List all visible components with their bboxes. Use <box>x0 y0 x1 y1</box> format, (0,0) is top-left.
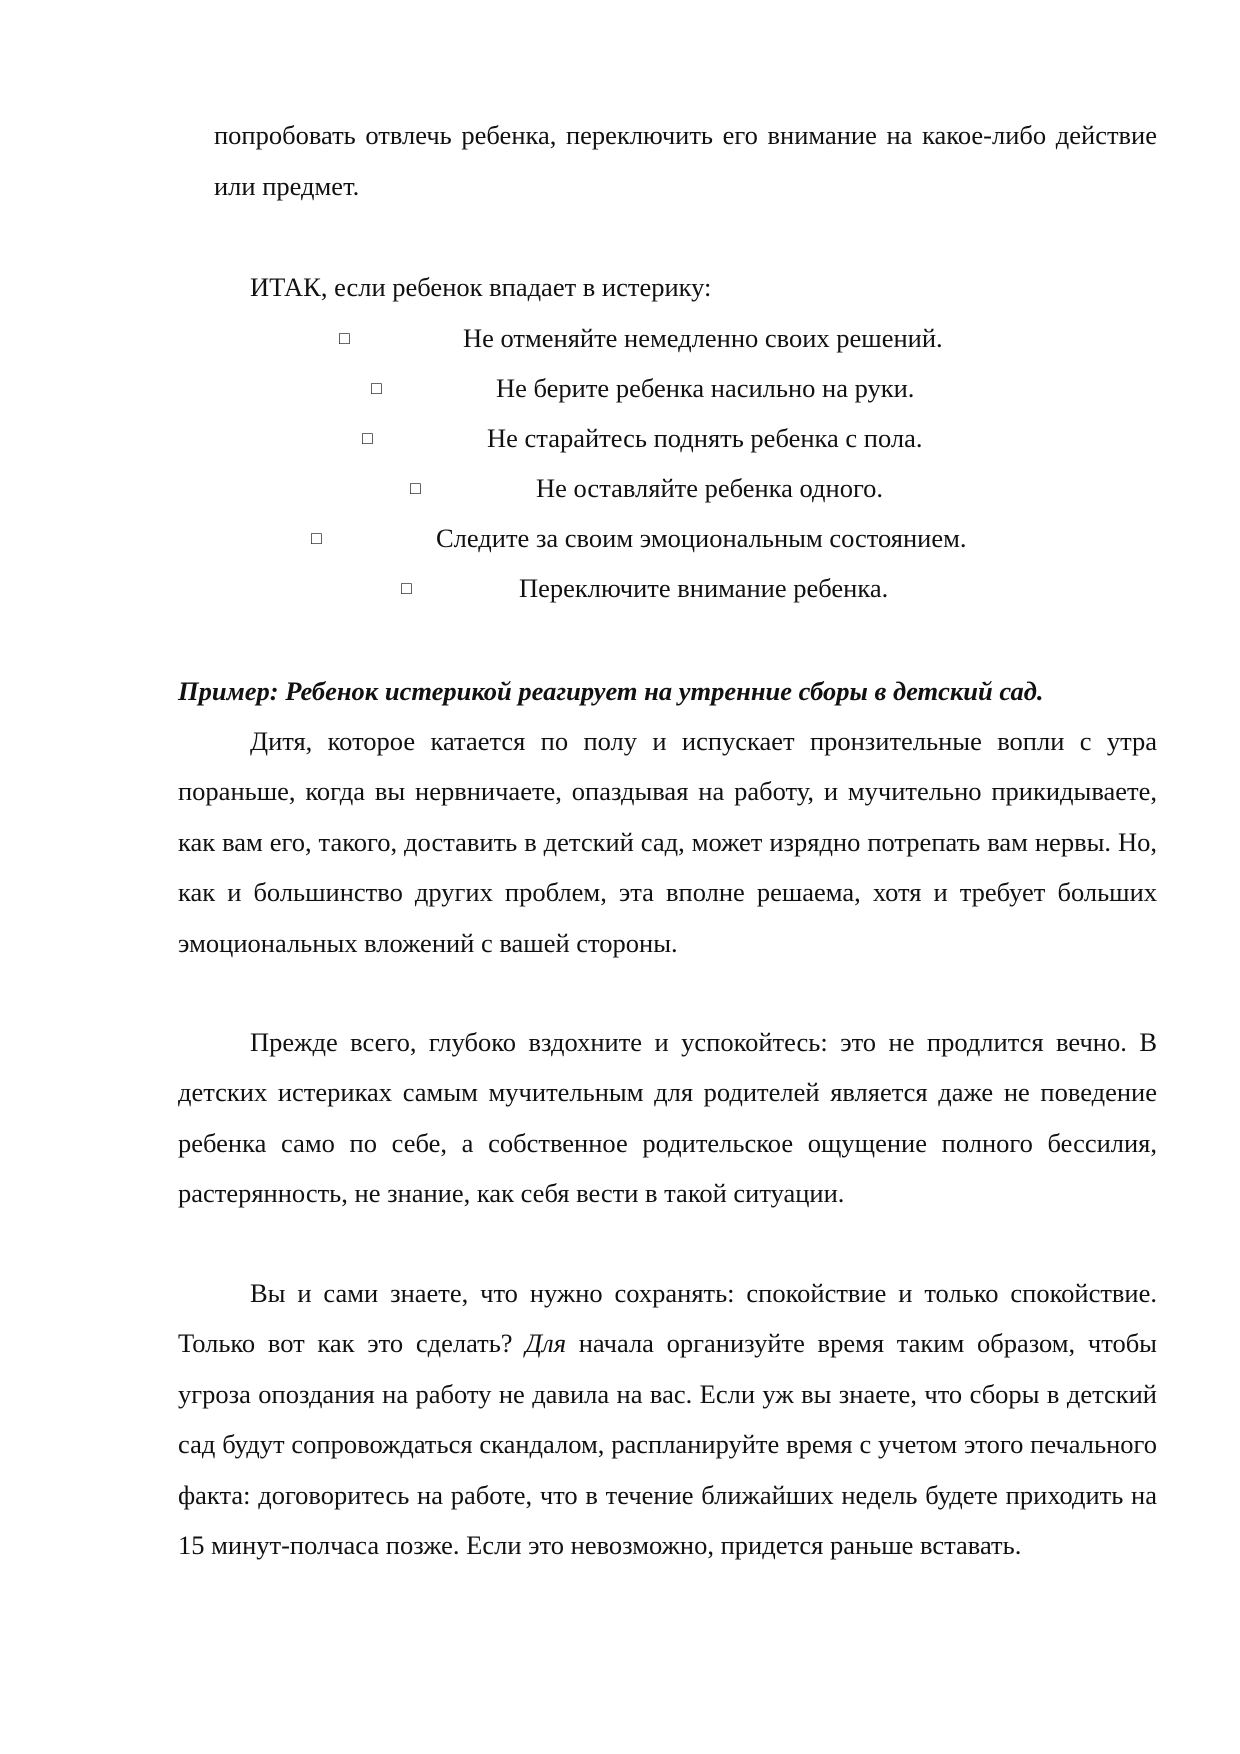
list-item-text: Не берите ребенка насильно на руки. <box>496 373 915 403</box>
list-item-text: Не старайтесь поднять ребенка с пола. <box>487 423 923 453</box>
checkbox-icon: □ <box>311 528 322 548</box>
checkbox-icon: □ <box>371 378 382 398</box>
paragraph-2: Прежде всего, глубоко вздохните и успокойтесь: это не продлится вечно. В детских истериках самым мучительным для родителей является даже не поведение ребенка само по себе, а собственное родительское ощущение полного бессилия, растерянность, не знание, как себя вести в такой ситуации. <box>178 1027 1157 1209</box>
list-item-text: Переключите внимание ребенка. <box>519 573 889 603</box>
checkbox-icon: □ <box>401 578 412 598</box>
checkbox-icon: □ <box>339 328 350 348</box>
paragraph-3-start: Вы и сами знаете, что нужно сохранять: спокойствие и только спокойствие. Только вот как это сделать? <box>178 1278 1157 1359</box>
checkbox-icon: □ <box>410 478 421 498</box>
list-item-text: Следите за своим эмоциональным состоянием. <box>436 523 967 553</box>
checkbox-icon: □ <box>362 428 373 448</box>
example-heading: Пример: Ребенок истерикой реагирует на утренние сборы в детский сад. <box>178 676 1044 706</box>
paragraph-3 <box>178 1268 1157 1570</box>
list-item-text: Не оставляйте ребенка одного. <box>536 473 884 503</box>
paragraph-3-italic-word: Для <box>525 1328 567 1359</box>
paragraph-3-end: начала организуйте время таким образом, чтобы угроза опоздания на работу не давила на вас. Если уж вы знаете, что сборы в детский сад будут сопровождаться скандалом, распланируйте время с учетом этого печального факта: договоритесь на работе, что в течение ближайших недель будете приходить на 15 минут-полчаса позже. Если это невозможно, придется раньше вставать. <box>178 1328 1157 1561</box>
itak-heading: ИТАК, если ребенок впадает в истерику: <box>250 272 712 302</box>
intro-paragraph: попробовать отвлечь ребенка, переключить его внимание на какое-либо действие или предмет. <box>214 120 1157 201</box>
list-item-text: Не отменяйте немедленно своих решений. <box>463 323 943 353</box>
paragraph-1: Дитя, которое катается по полу и испускает пронзительные вопли с утра пораньше, когда вы нервничаете, опаздывая на работу, и мучительно прикидываете, как вам его, такого, доставить в детский сад, может изрядно потрепать вам нервы. Но, как и большинство других проблем, эта вполне решаема, хотя и требует больших эмоциональных вложений с вашей стороны. <box>178 726 1157 958</box>
